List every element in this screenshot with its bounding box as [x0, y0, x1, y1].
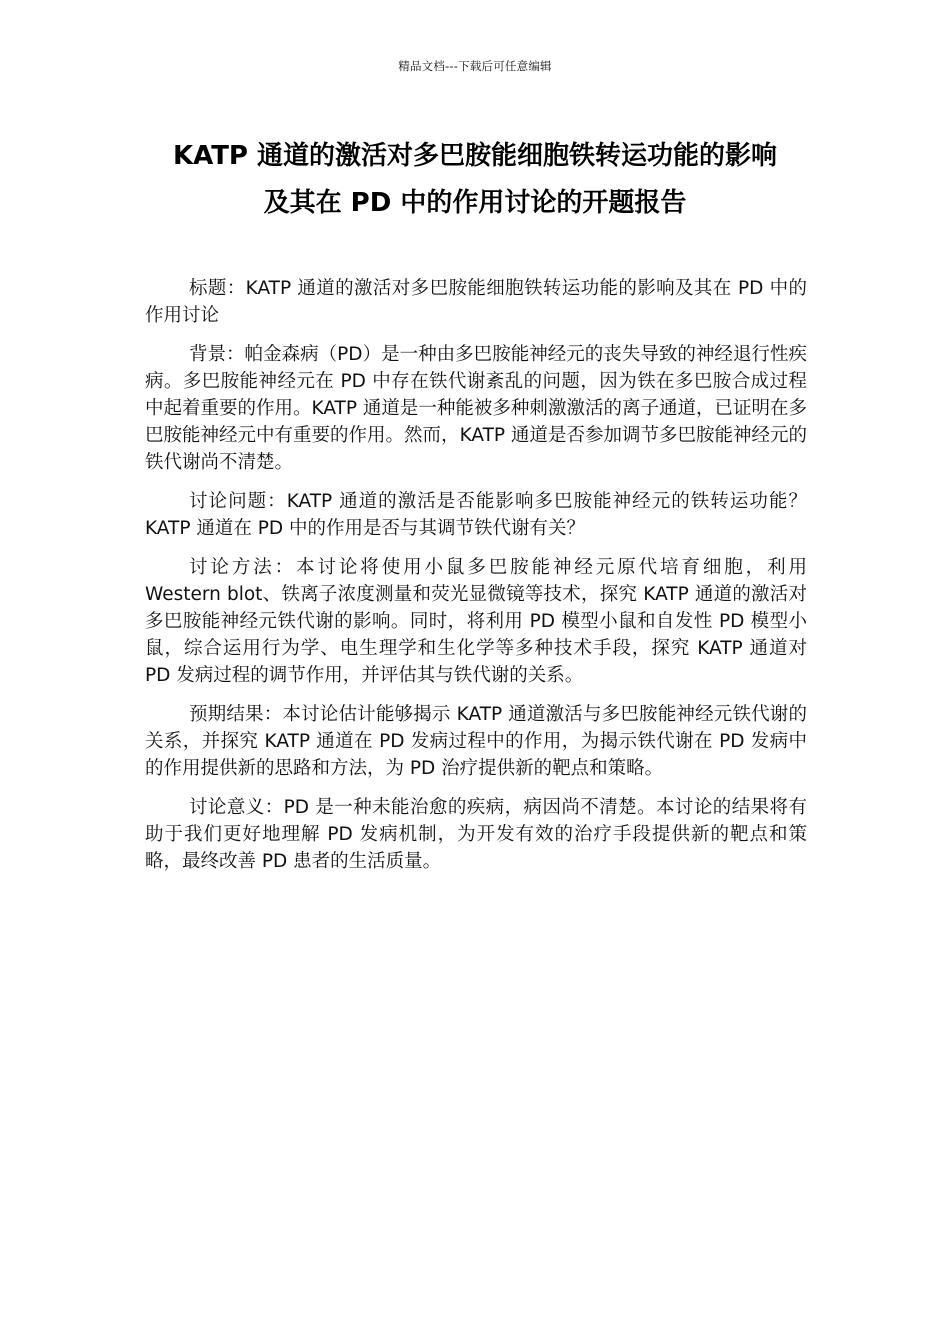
document-title	[100, 133, 850, 227]
paragraph-expected-results: 预期结果：本讨论估计能够揭示 KATP 通道激活与多巴胺能神经元铁代谢的关系，并探究 KATP 通道在 PD 发病过程中的作用，为揭示铁代谢在 PD 发病中的作用提供新的思路和方法，为 PD 治疗提供新的靶点和策略。	[145, 704, 807, 779]
paragraph-research-questions: 讨论问题：KATP 通道的激活是否能影响多巴胺能神经元的铁转运功能？KATP 通道在 PD 中的作用是否与其调节铁代谢有关？	[145, 491, 807, 539]
document-title-line-1: KATP 通道的激活对多巴胺能细胞铁转运功能的影响	[172, 141, 778, 171]
document-body	[145, 275, 807, 887]
paragraph-background: 背景：帕金森病（PD）是一种由多巴胺能神经元的丧失导致的神经退行性疾病。多巴胺能神经元在 PD 中存在铁代谢紊乱的问题，因为铁在多巴胺合成过程中起着重要的作用。KATP 通道是一种能被多种刺激激活的离子通道，已证明在多巴胺能神经元中有重要的作用。然而，KATP 通道是否参加调节多巴胺能神经元的铁代谢尚不清楚。	[145, 344, 807, 473]
paragraph-methods: 讨论方法：本讨论将使用小鼠多巴胺能神经元原代培育细胞，利用 Western blot、铁离子浓度测量和荧光显微镜等技术，探究 KATP 通道的激活对多巴胺能神经元铁代谢的影响。同时，将利用 PD 模型小鼠和自发性 PD 模型小鼠，综合运用行为学、电生理学和生化学等多种技术手段，探究 KATP 通道对 PD 发病过程的调节作用，并评估其与铁代谢的关系。	[145, 557, 807, 686]
page-header-text: 精品文档---下载后可任意编辑	[398, 59, 552, 73]
paragraph-significance: 讨论意义：PD 是一种未能治愈的疾病，病因尚不清楚。本讨论的结果将有助于我们更好地理解 PD 发病机制，为开发有效的治疗手段提供新的靶点和策略，最终改善 PD 患者的生活质量。	[145, 797, 807, 872]
paragraph-title: 标题：KATP 通道的激活对多巴胺能细胞铁转运功能的影响及其在 PD 中的作用讨论	[145, 278, 807, 326]
document-title-line-2: 及其在 PD 中的作用讨论的开题报告	[263, 188, 687, 218]
